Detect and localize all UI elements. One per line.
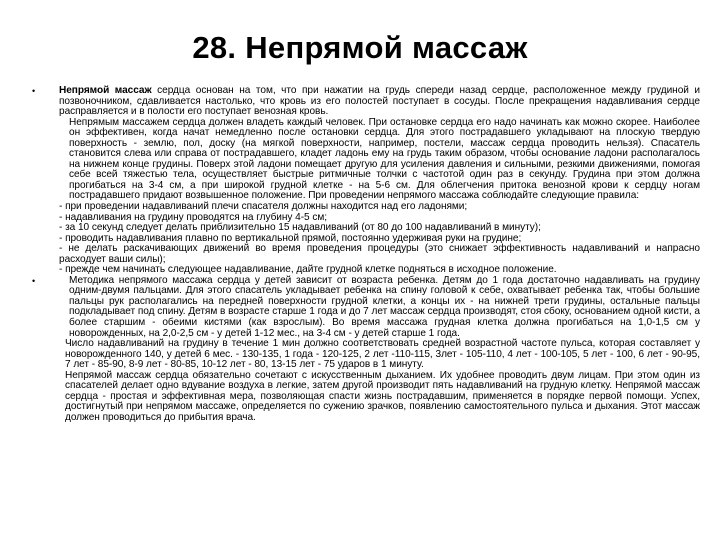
pulse-rate-paragraph: Число надавливаний на грудину в течение 1 мин должно соответствовать средней возрастной частоте пульса, которая составляет у новорожденного 140, у детей 6 мес. - 130-135, 1 года - 120-125, 2 лет -110-115, 3лет - 105-110, 4 лет - 100-105, 5 лет - 100, 6 лет - 90-95, 7 лет - 85-90, 8-9 лет - 80-85, 10-12 лет - 80, 13-15 лет - 75 ударов в 1 минуту.: [65, 338, 700, 371]
children-method-paragraph: Методика непрямого массажа сердца у детей зависит от возраста ребенка. Детям до 1 года достаточно надавливать на грудину одним-двумя пальцами. Для этого спасатель укладывает ребенка на спину головой к себе, охватывает ребенка так, чтобы большие пальцы рук располагались на передней поверхности грудной клетки, а концы их - на нижней трети грудины, остальные пальцы подкладывает под спину. Детям в возрасте старше 1 года и до 7 лет массаж сердца производят, стоя сбоку, основанием одной кисти, а более старшим - обеими кистями (как взрослым). Во время массажа грудная клетка должна прогибаться на 1,0-1,5 см у новорожденных, на 2,0-2,5 см - у детей 1-12 мес., на 3-4 см - у детей старше 1 года.: [69, 274, 700, 339]
rule-3: - за 10 секунд следует делать приблизительно 15 надавливаний (от 80 до 100 надавливаний в минуту);: [59, 222, 541, 234]
rule-5: - не делать раскачивающих движений во время проведения процедуры (это снижает эффективность надавливаний и напрасно расходует ваши силы);: [59, 243, 700, 265]
slide-title: 28. Непрямой массаж: [192, 30, 528, 65]
term-bold: Непрямой массаж: [59, 85, 152, 96]
rule-2: - надавливания на грудину проводятся на глубину 4-5 см;: [59, 211, 327, 223]
definition-text: сердца основан на том, что при нажатии на грудь спереди назад сердце, расположенное между грудиной и позвоночником, сдавливается настолько, что кровь из его полостей поступает в сосуды. После прекращения надавливания сердце расправляется и в полости его поступает венозная кровь.: [59, 85, 701, 118]
rule-6: - прежде чем начинать следующее надавливание, дайте грудной клетке подняться в исходное положение.: [59, 264, 557, 276]
bullet-icon: •: [32, 86, 36, 96]
rule-4: - проводить надавливания плавно по вертикальной прямой, постоянно удерживая руки на грудине;: [59, 232, 522, 244]
bullet-item-2: [32, 276, 700, 424]
combined-breathing-paragraph: Непрямой массаж сердца обязательно сочетают с искусственным дыханием. Их удобнее проводить двум лицам. При этом один из спасателей делает одно вдувание воздуха в легкие, затем другой производит пять надавливаний на грудную клетку. Непрямой массаж сердца - простая и эффективная мера, позволяющая спасти жизнь пострадавшим, применяется в порядке первой помощи. Успех, достигнутый при непрямом массаже, определяется по сужению зрачков, появлению самостоятельного пульса и дыхания. Этот массаж должен проводиться до прибытия врача.: [65, 369, 700, 423]
bullet-icon: •: [32, 275, 36, 286]
rule-1: - при проведении надавливаний плечи спасателя должны находится над его ладонями;: [59, 201, 468, 213]
procedure-paragraph: Непрямым массажем сердца должен владеть каждый человек. При остановке сердца его надо начинать как можно скорее. Наиболее он эффективен, когда начат немедленно после остановки сердца. Для этого пострадавшего укладывают на плоскую твердую поверхность - землю, пол, доску (на мягкой поверхности, например, постели, массаж сердца проводить нельзя). Спасатель становится слева или справа от пострадавшего, кладет ладонь ему на грудь таким образом, чтобы основание ладони располагалось на нижнем конце грудины. Поверх этой ладони помещает другую для усиления давления и сильными, резкими движениями, помогая себе всей тяжестью тела, осуществляет быстрые ритмичные толчки с частотой один раз в секунду. Грудина при этом должна прогибаться на 3-4 см, а при широкой грудной клетке - на 5-6 см. Для облегчения притока венозной крови к сердцу ногам пострадавшего придают возвышенное положение. При проведении непрямого массажа соблюдайте следующие правила:: [69, 116, 700, 202]
slide-content: [32, 86, 700, 424]
massage-definition: [59, 86, 700, 118]
bullet-item-1: [32, 86, 700, 276]
